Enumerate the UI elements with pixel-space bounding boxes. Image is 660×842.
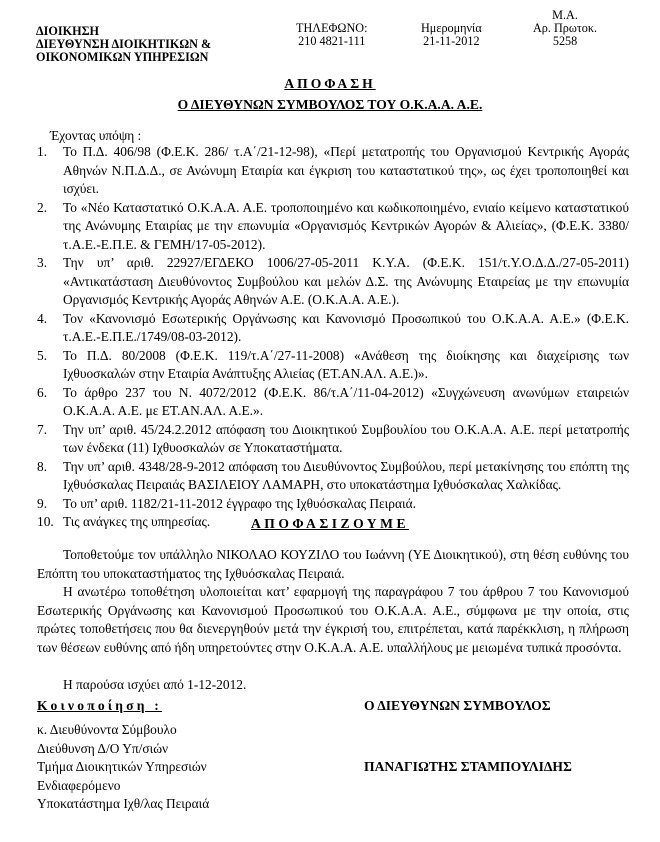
item-text: Την υπ’ αριθ. 22927/ΕΓΔΕΚΟ 1006/27-05-2011 Κ.Υ.Α. (Φ.Ε.Κ. 151/τ.Υ.Ο.Δ.Δ./27-05-2011) «Αντικατάσταση Διευθύνοντος Συμβούλου και μελών Δ.Σ. της Ανώνυμης Εταιρείας με την επωνυμία Οργανισμός Κεντρικής Αγοράς Αθηνών Α.Ε. (Ο.Κ.Α.Α. Α.Ε.). [63, 255, 629, 307]
recipient: Τμήμα Διοικητικών Υπηρεσιών [37, 759, 207, 774]
document-title: ΑΠΟΦΑΣΗ [284, 76, 376, 91]
organization-header [36, 25, 211, 64]
list-item [37, 310, 629, 347]
item-number: 9. [37, 495, 48, 511]
item-text: Τις ανάγκες της υπηρεσίας. [63, 514, 211, 529]
signatory-name: ΠΑΝΑΓΙΩΤΗΣ ΣΤΑΜΠΟΥΛΙΔΗΣ [364, 759, 572, 774]
item-number: 5. [37, 347, 48, 363]
org-line: ΟΙΚΟΝΟΜΙΚΩΝ ΥΠΗΡΕΣΙΩΝ [36, 50, 209, 64]
org-line: ΔΙΕΥΘΥΝΣΗ ΔΙΟΙΚΗΤΙΚΩΝ & [36, 37, 212, 51]
list-item [37, 199, 629, 255]
list-item [37, 347, 629, 384]
date-block [421, 9, 482, 48]
item-number: 3. [37, 255, 48, 270]
item-text: Την υπ’ αριθ. 45/24.2.2012 απόφαση του Διοικητικού Συμβουλίου του Ο.Κ.Α.Α. Α.Ε. περί μετατροπής των ένδεκα (11) Ιχθυοσκαλών σε Υποκαταστήματα. [63, 421, 629, 455]
protocol-block [533, 9, 597, 48]
considerations-list [37, 143, 629, 532]
item-number: 4. [37, 310, 48, 326]
notification-recipients [37, 721, 209, 814]
effective-date-paragraph: Η παρούσα ισχύει από 1-12-2012. [63, 677, 247, 692]
item-number: 10. [37, 514, 54, 529]
item-text: Την υπ’ αριθ. 4348/28-9-2012 απόφαση του Διευθύνοντος Συμβούλου, περί μετακίνησης του επόπτη της Ιχθυόσκαλας Πειραιάς ΒΑΣΙΛΕΙΟΥ ΛΑΜΑΡΗ, στο υποκατάστημα Ιχθυόσκαλας Χαλκίδας. [63, 458, 629, 492]
ma-label: Μ.Α. [552, 8, 578, 22]
phone-value: 210 4821-111 [298, 34, 366, 48]
considerations-intro: Έχοντας υπόψη : [50, 128, 142, 143]
date-label: Ημερομηνία [421, 21, 482, 35]
recipient: Ενδιαφερόμενο [37, 777, 121, 793]
protocol-value: 5258 [552, 34, 578, 48]
protocol-label: Αρ. Πρωτοκ. [533, 21, 598, 35]
list-item [37, 143, 629, 199]
item-text: Το Π.Δ. 80/2008 (Φ.Ε.Κ. 119/τ.Α΄/27-11-2008) «Ανάθεση της διοίκησης και διαχείρισης των Ιχθυοσκαλών στην Εταιρία Ανάπτυξης Αλιείας (ΕΤ.ΑΝ.ΑΛ. Α.Ε.)». [63, 347, 629, 381]
document-subtitle: Ο ΔΙΕΥΘΥΝΩΝ ΣΥΜΒΟΥΛΟΣ ΤΟΥ Ο.Κ.Α.Α. Α.Ε. [177, 97, 483, 112]
item-text: Τον «Κανονισμό Εσωτερικής Οργάνωσης και Κανονισμό Προσωπικού του Ο.Κ.Α.Α. Α.Ε.» (Φ.Ε.Κ. τ.Α.Ε.-Ε.Π.Ε./1749/08-03-2012). [63, 310, 629, 344]
item-number: 2. [37, 199, 48, 215]
date-value: 21-11-2012 [423, 34, 480, 48]
item-number: 7. [37, 421, 48, 437]
recipient: κ. Διευθύνοντα Σύμβουλο [37, 722, 177, 737]
item-number: 1. [37, 144, 48, 159]
decision-paragraph: Η ανωτέρω τοποθέτηση υλοποιείται κατ’ εφαρμογή της παραγράφου 7 του άρθρου 7 του Κανονισμού Εσωτερικής Οργάνωσης και Κανονισμού Προσωπικού του Ο.Κ.Α.Α. Α.Ε., σύμφωνα με την οποία, στις πρώτες τοποθετήσεις που θα διενεργηθούν μετά την έγκρισή του, επιτρέπεται, κατά παρέκκλιση, η πλήρωση των θέσεων ευθύνης από ήδη υπηρετούντες στην Ο.Κ.Α.Α. Α.Ε. υπαλλήλους με μειωμένα τυπικά προσόντα. [37, 584, 629, 655]
list-item [37, 421, 629, 458]
decision-heading: ΑΠΟΦΑΣΙΖΟΥΜΕ [250, 516, 410, 531]
org-line: ΔΙΟΙΚΗΣΗ [36, 24, 100, 38]
item-number: 6. [37, 384, 48, 400]
list-item [37, 495, 629, 514]
recipient: Διεύθυνση Δ/Ο Υπ/σιών [37, 740, 169, 756]
signatory-role: Ο ΔΙΕΥΘΥΝΩΝ ΣΥΜΒΟΥΛΟΣ [364, 698, 551, 713]
list-item [37, 254, 629, 310]
item-text: Το υπ’ αριθ. 1182/21-11-2012 έγγραφο της Ιχθυόσκαλας Πειραιά. [63, 495, 416, 511]
phone-label: ΤΗΛΕΦΩΝΟ: [296, 21, 368, 35]
notification-title: Κοινοποίηση : [37, 698, 163, 713]
item-text: Το Π.Δ. 406/98 (Φ.Ε.Κ. 286/ τ.Α΄/21-12-98), «Περί μετατροπής του Οργανισμού Κεντρικής Αγοράς Αθηνών Ν.Π.Δ.Δ., σε Ανώνυμη Εταιρία και έγκριση του καταστατικού της», ως έχει τροποποιηθεί και ισχύει. [63, 144, 629, 196]
item-text: Το «Νέο Καταστατικό Ο.Κ.Α.Α. Α.Ε. τροποποιημένο και κωδικοποιημένο, ενιαίο κείμενο καταστατικού της Ανώνυμης Εταιρίας με την επωνυμία «Οργανισμός Κεντρικών Αγορών & Αλιείας», (Φ.Ε.Κ. 3380/τ.Α.Ε.-Ε.Π.Ε. & ΓΕΜΗ/17-05-2012). [63, 199, 629, 252]
list-item [37, 384, 629, 421]
list-item [37, 458, 629, 495]
recipient: Υποκατάστημα Ιχθ/λας Πειραιά [37, 796, 210, 811]
item-number: 8. [37, 458, 48, 474]
phone-block [296, 9, 367, 48]
decision-paragraph: Τοποθετούμε τον υπάλληλο ΝΙΚΟΛΑΟ ΚΟΥΖΙΛΟ του Ιωάννη (ΥΕ Διοικητικού), στη θέση ευθύνης του Επόπτη του υποκαταστήματος της Ιχθυόσκαλας Πειραιά. [37, 547, 629, 581]
item-text: Το άρθρο 237 του Ν. 4072/2012 (Φ.Ε.Κ. 86/τ.Α΄/11-04-2012) «Συγχώνευση ανωνύμων εταιρειών Ο.Κ.Α.Α. Α.Ε. με ΕΤ.ΑΝ.ΑΛ. Α.Ε.». [63, 384, 629, 418]
